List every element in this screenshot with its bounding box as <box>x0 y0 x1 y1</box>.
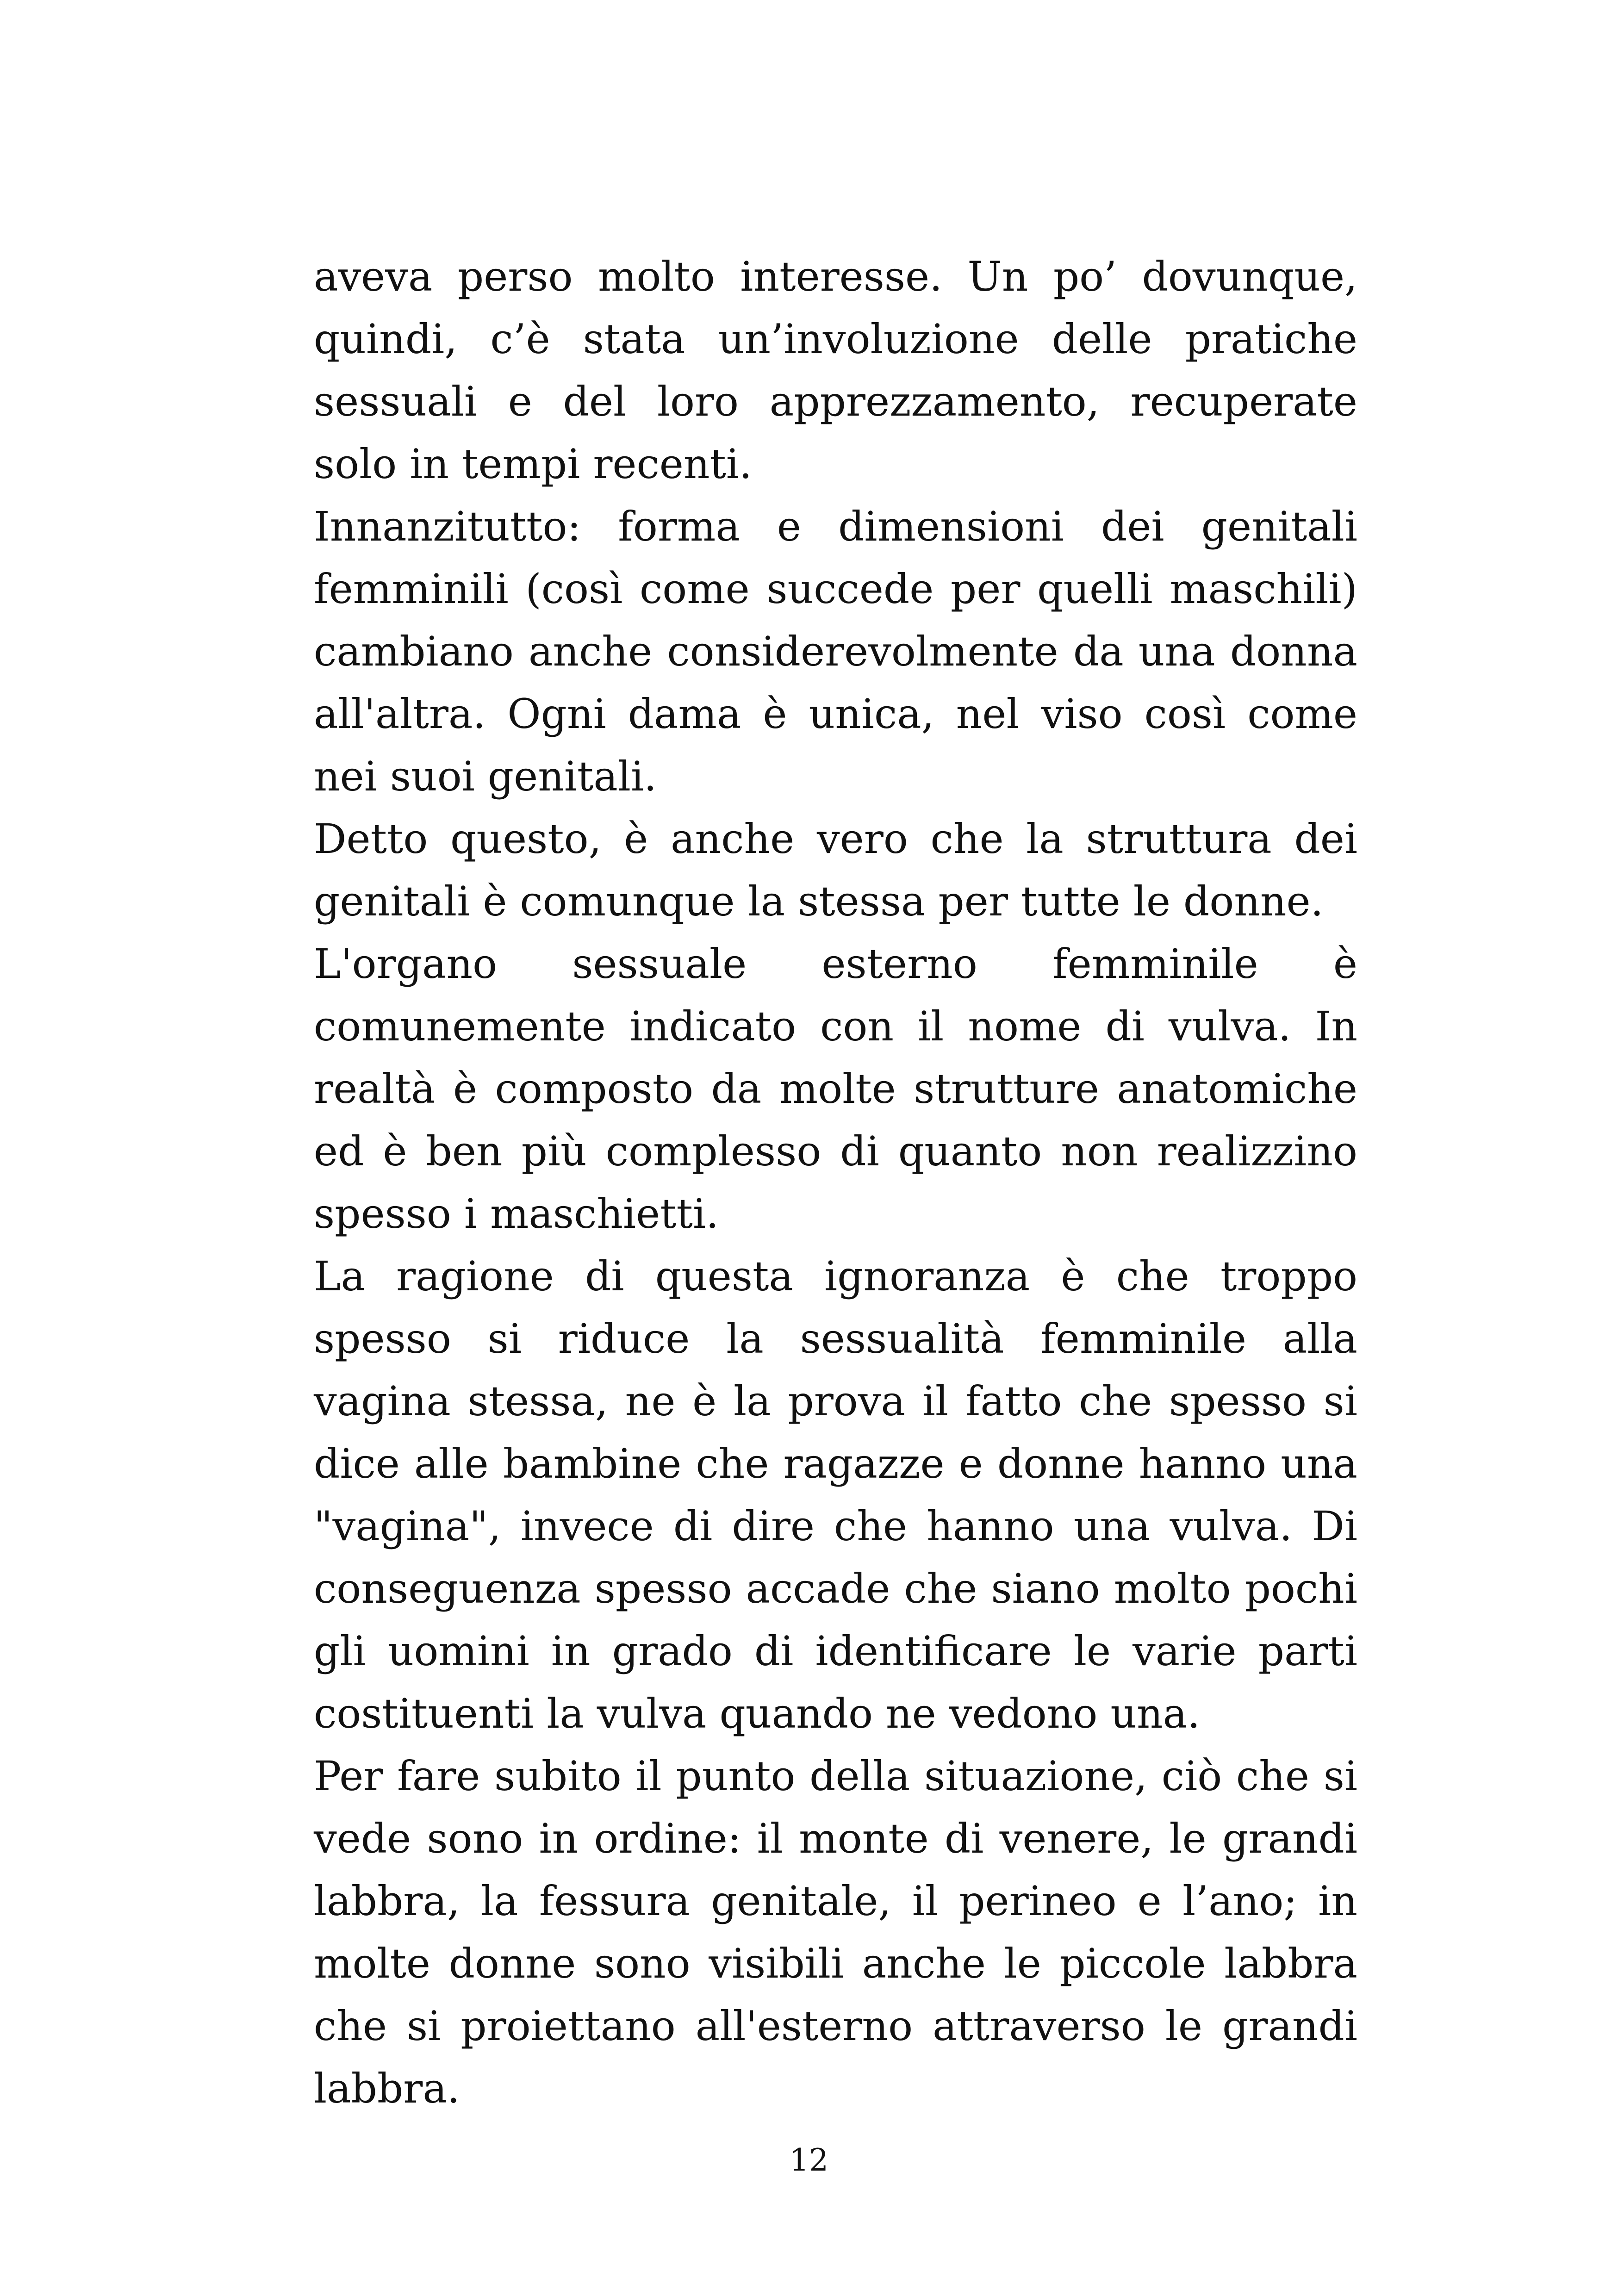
paragraph-4: L'organo sessuale esterno femminile è comunemente indicato con il nome di vulva. In realtà è composto da molte strutture anatomiche ed è ben più complesso di quanto non realizzino spesso i maschietti. <box>314 940 1357 1238</box>
paragraph-5: La ragione di questa ignoranza è che troppo spesso si riduce la sessualità femminile alla vagina stessa, ne è la prova il fatto che spesso si dice alle bambine che ragazze e donne hanno una "vagina", invece di dire che hanno una vulva. Di conseguenza spesso accade che siano molto pochi gli uomini in grado di identificare le varie parti costituenti la vulva quando ne vedono una. <box>314 1252 1357 1737</box>
paragraph-2: Innanzitutto: forma e dimensioni dei genitali femminili (così come succede per quelli maschili) cambiano anche considerevolmente da una donna all'altra. Ogni dama è unica, nel viso così come nei suoi genitali. <box>314 503 1357 800</box>
page-number: 12 <box>790 2142 828 2178</box>
paragraph-6: Per fare subito il punto della situazione, ciò che si vede sono in ordine: il monte di venere, le grandi labbra, la fessura genitale, il perineo e l’ano; in molte donne sono visibili anche le piccole labbra che si proiettano all'esterno attraverso le grandi labbra. <box>314 1752 1357 2112</box>
body-text <box>314 245 1357 2120</box>
paragraph-3: Detto questo, è anche vero che la struttura dei genitali è comunque la stessa per tutte le donne. <box>314 815 1357 925</box>
paragraph-1: aveva perso molto interesse. Un po’ dovunque, quindi, c’è stata un’involuzione delle pratiche sessuali e del loro apprezzamento, recuperate solo in tempi recenti. <box>314 253 1357 488</box>
